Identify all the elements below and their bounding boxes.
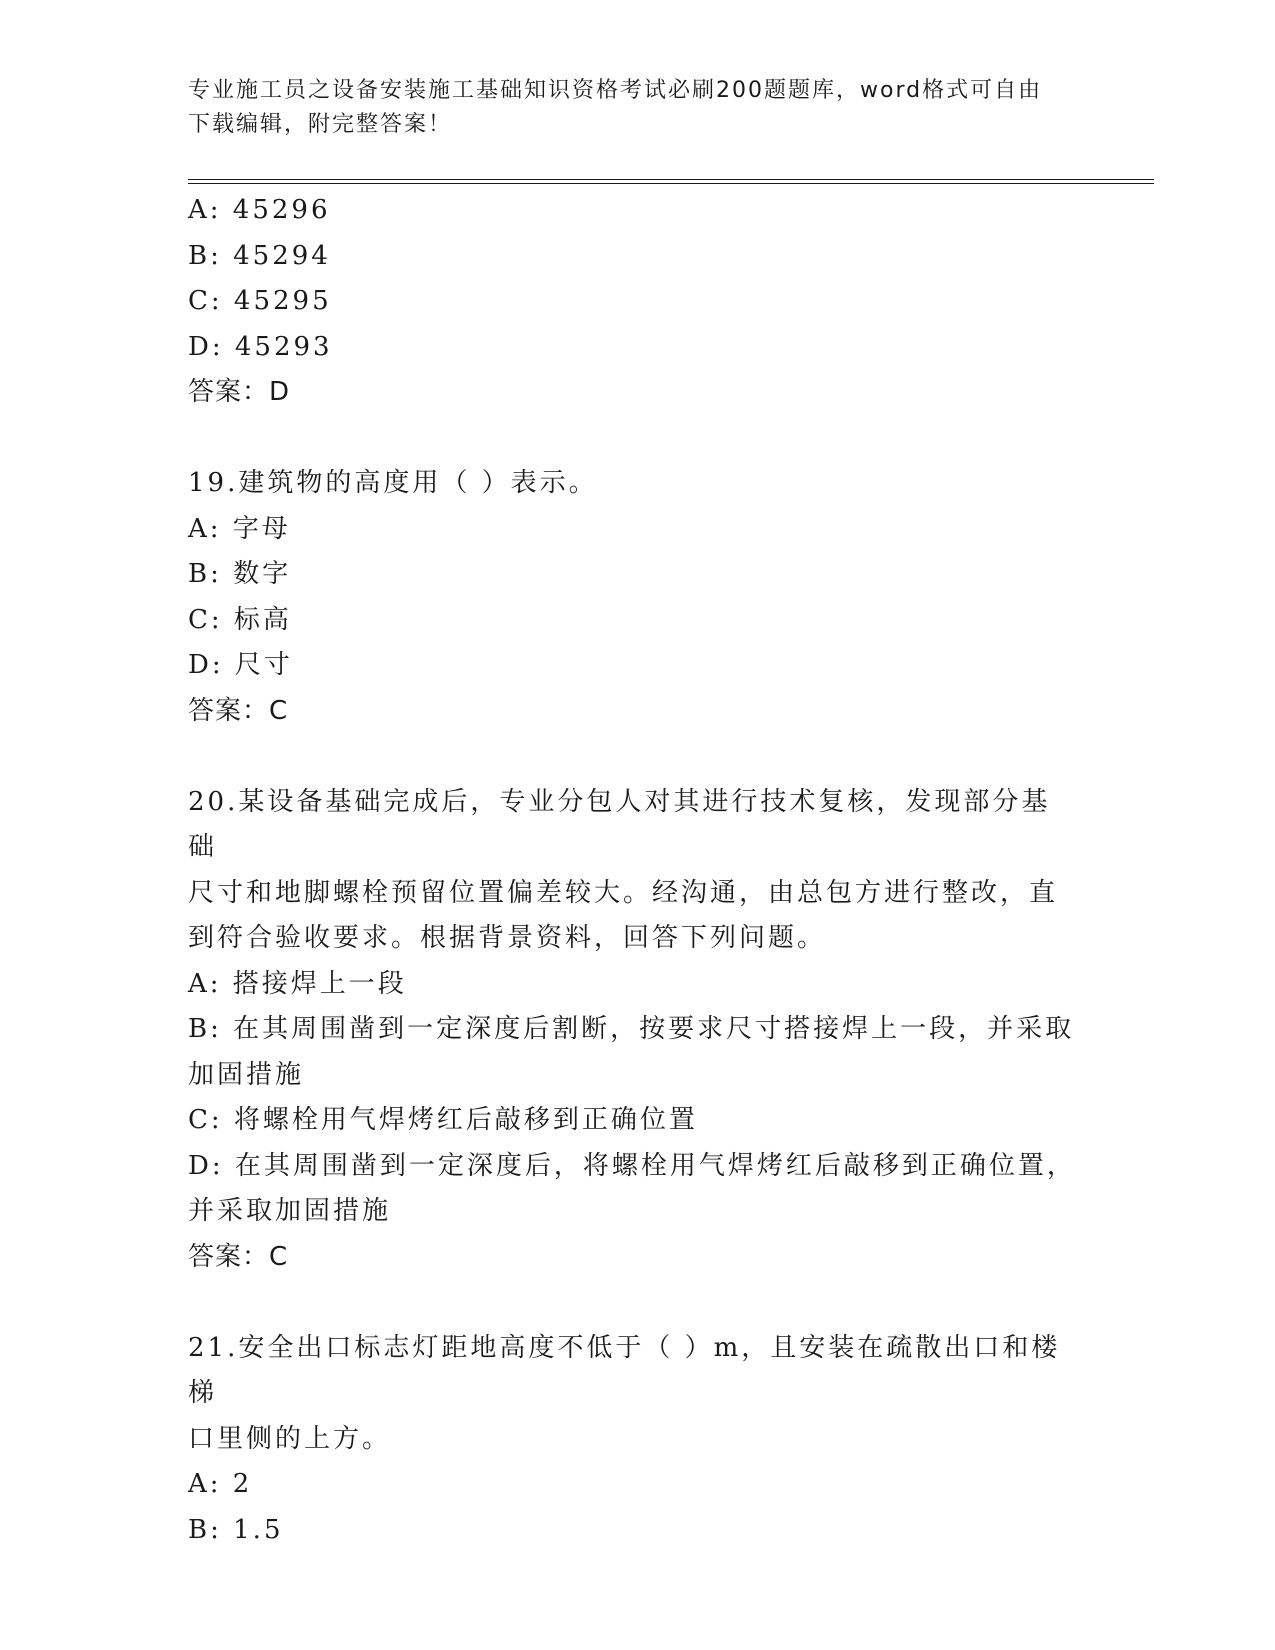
q19-answer: 答案：C bbox=[188, 695, 289, 726]
header-title-line-2: 下载编辑，附完整答案！ bbox=[188, 112, 453, 137]
q20-answer: 答案：C bbox=[188, 1241, 289, 1272]
q20-option-c: C: 将螺栓用气焊烤红后敲移到正确位置 bbox=[188, 1105, 698, 1135]
q18-option-a: A: 45296 bbox=[188, 195, 331, 225]
header-title-line-1: 专业施工员之设备安装施工基础知识资格考试必刷200题题库，word格式可自由 bbox=[188, 78, 1043, 103]
q19-option-d: D: 尺寸 bbox=[188, 650, 293, 680]
q21-option-a: A: 2 bbox=[188, 1469, 253, 1499]
header-rule-bottom bbox=[188, 183, 1154, 184]
q21-question-line-2: 口里侧的上方。 bbox=[188, 1423, 392, 1454]
q18-option-d: D: 45293 bbox=[188, 331, 333, 362]
question-19-block bbox=[188, 461, 1078, 734]
q20-question-line-1: 20.某设备基础完成后，专业分包人对其进行技术复核，发现部分基础 bbox=[188, 786, 1051, 862]
q20-option-d-line-2: 并采取加固措施 bbox=[188, 1196, 392, 1226]
q18-option-b: B: 45294 bbox=[188, 240, 331, 271]
spacer bbox=[188, 416, 1078, 462]
q20-question-line-2: 尺寸和地脚螺栓预留位置偏差较大。经沟通，由总包方进行整改，直 bbox=[188, 877, 1059, 908]
q19-option-a: A: 字母 bbox=[188, 513, 291, 544]
question-21-block bbox=[188, 1326, 1078, 1554]
q18-answer: 答案：D bbox=[188, 377, 291, 407]
q20-option-b-line-1: B: 在其周围凿到一定深度后割断，按要求尺寸搭接焊上一段，并采取 bbox=[188, 1014, 1075, 1044]
q18-option-c: C: 45295 bbox=[188, 286, 332, 316]
document-body bbox=[188, 188, 1078, 1553]
question-20-block bbox=[188, 780, 1078, 1281]
q20-option-a: A: 搭接焊上一段 bbox=[188, 968, 407, 999]
question-18-block bbox=[188, 188, 1078, 416]
q20-option-b-line-2: 加固措施 bbox=[188, 1059, 305, 1090]
spacer bbox=[188, 1280, 1078, 1326]
spacer bbox=[188, 734, 1078, 780]
q19-question: 19.建筑物的高度用（ ）表示。 bbox=[188, 468, 598, 498]
document-header bbox=[188, 74, 1068, 142]
q20-question-line-3: 到符合验收要求。根据背景资料，回答下列问题。 bbox=[188, 923, 827, 953]
q19-option-c: C: 标高 bbox=[188, 604, 292, 635]
q20-option-d-line-1: D: 在其周围凿到一定深度后，将螺栓用气焊烤红后敲移到正确位置， bbox=[188, 1150, 1076, 1181]
q21-question-line-1: 21.安全出口标志灯距地高度不低于（ ）m，且安装在疏散出口和楼梯 bbox=[188, 1332, 1061, 1408]
q21-option-b: B: 1.5 bbox=[188, 1514, 284, 1545]
header-rule-top bbox=[188, 179, 1154, 180]
q19-option-b: B: 数字 bbox=[188, 559, 292, 589]
